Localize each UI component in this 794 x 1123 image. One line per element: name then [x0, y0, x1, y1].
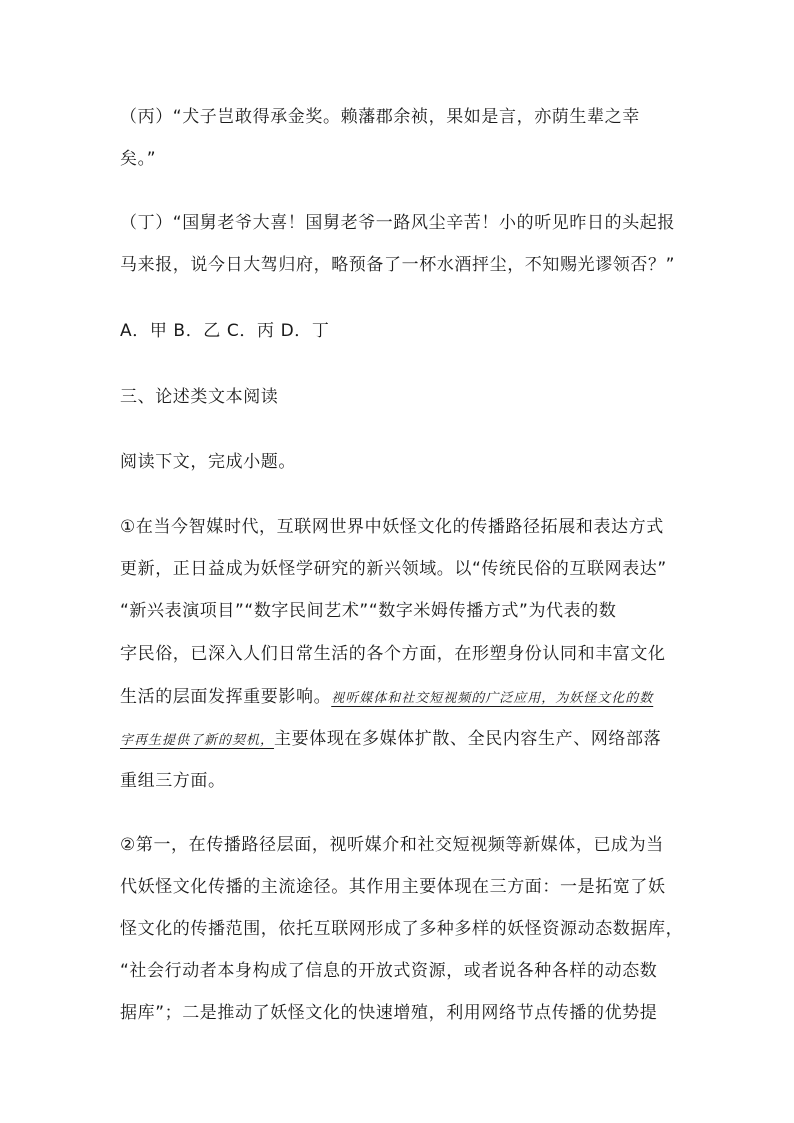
option-bing-line-2: 矣。” [120, 149, 157, 169]
para1-line-5 [120, 686, 653, 710]
para2-line-2: 代妖怪文化传播的主流途径。其作用主要体现在三方面：一是拓宽了妖 [120, 877, 666, 897]
answer-choices: A．甲 B．乙 C．丙 D．丁 [120, 321, 330, 341]
option-ding-line-2: 马来报，说今日大驾归府，略预备了一杯水酒抨尘，不知赐光谬领否？” [120, 255, 676, 275]
para1-line-4: 字民俗，已深入人们日常生活的各个方面，在形塑身份认同和丰富文化 [120, 644, 666, 664]
underlined-sentence-part-1: 视听媒体和社交短视频的广泛应用，为妖怪文化的数 [331, 691, 654, 706]
para1-line-5-text: 生活的层面发挥重要影响。 [120, 687, 332, 707]
para2-line-4: “社会行动者本身构成了信息的开放式资源，或者说各种各样的动态数 [120, 961, 658, 981]
para2-line-3: 怪文化的传播范围，依托互联网形成了多种多样的妖怪资源动态数据库， [120, 919, 684, 939]
para1-line-6-text: 主要体现在多媒体扩散、全民内容生产、网络部落 [274, 729, 662, 749]
option-ding-line-1: （丁）“国舅老爷大喜！国舅老爷一路风尘辛苦！小的听见昨日的头起报 [120, 213, 676, 233]
underlined-sentence-part-2: 字再生提供了新的契机， [120, 733, 275, 748]
option-bing-line-1: （丙）“犬子岂敢得承金奖。赖藩郡余祯，果如是言，亦荫生辈之幸 [120, 107, 640, 127]
para1-line-1: ①在当今智媒时代，互联网世界中妖怪文化的传播路径拓展和表达方式 [120, 517, 664, 537]
section-heading: 三、论述类文本阅读 [120, 387, 279, 407]
para2-line-5: 据库”；二是推动了妖怪文化的快速增殖，利用网络节点传播的优势提 [120, 1003, 658, 1023]
instruction: 阅读下文，完成小题。 [120, 452, 296, 472]
para1-line-3: “新兴表演项目”“数字民间艺术”“数字米姆传播方式”为代表的数 [120, 601, 617, 621]
para2-line-1: ②第一，在传播路径层面，视听媒介和社交短视频等新媒体，已成为当 [120, 835, 664, 855]
para1-line-7: 重组三方面。 [120, 771, 226, 791]
para1-line-2: 更新，正日益成为妖怪学研究的新兴领域。以“传统民俗的互联网表达” [120, 559, 667, 579]
para1-line-6 [120, 728, 661, 752]
